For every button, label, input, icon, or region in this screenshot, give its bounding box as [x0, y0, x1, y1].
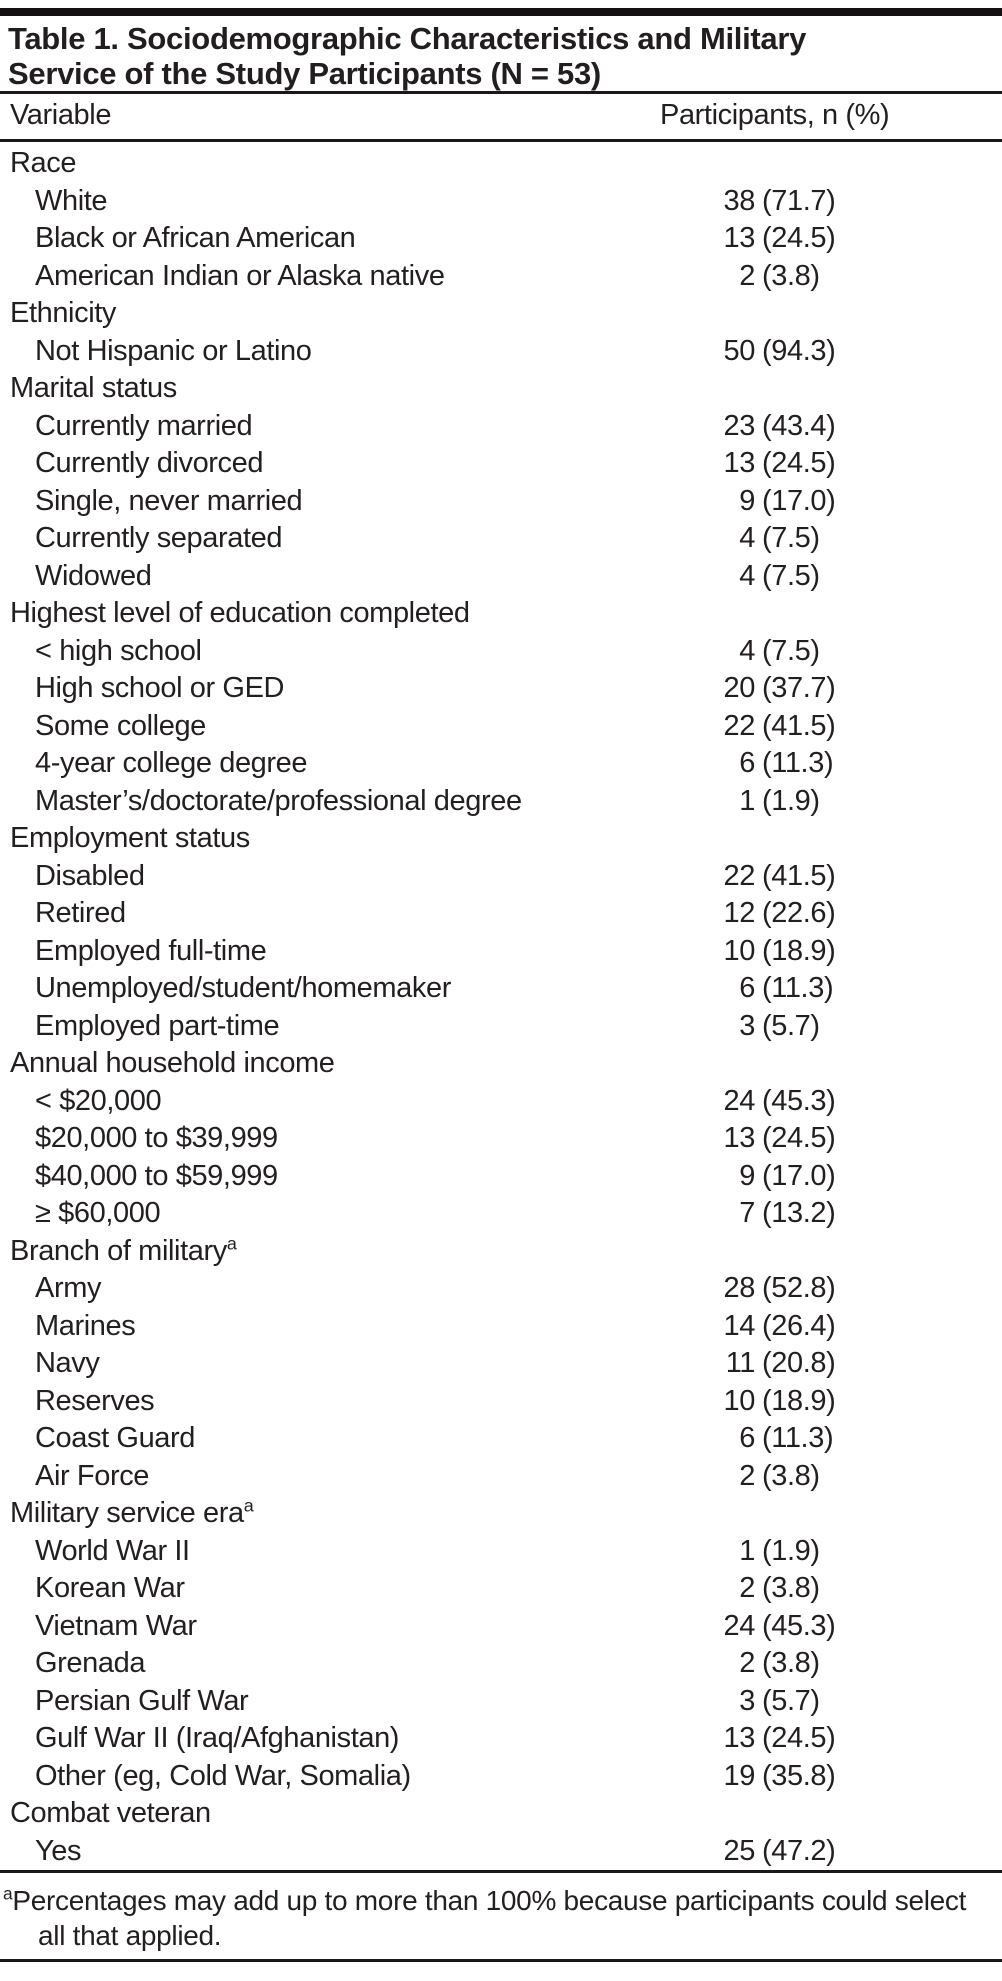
row-label: Employed part-time	[35, 1009, 280, 1042]
row-value	[560, 1420, 833, 1458]
value-count: 2	[739, 259, 755, 292]
value-count: 3	[739, 1009, 755, 1042]
row-label: $20,000 to $39,999	[35, 1122, 278, 1154]
footnote-marker: a	[3, 1883, 13, 1904]
value-count: 22	[723, 859, 755, 892]
row-label: Currently married	[35, 409, 253, 442]
value-percent: (7.5)	[762, 559, 820, 592]
value-count: 38	[723, 184, 755, 217]
table-row	[0, 1758, 1002, 1796]
row-label: World War II	[35, 1534, 190, 1567]
table-column-header-row	[0, 94, 1002, 139]
row-label: Gulf War II (Iraq/Afghanistan)	[35, 1722, 400, 1754]
row-label: Black or African American	[35, 222, 356, 254]
row-label: Combat veteran	[10, 1797, 211, 1829]
table-row	[0, 1308, 1002, 1346]
value-percent: (24.5)	[762, 447, 836, 479]
value-percent: (41.5)	[762, 859, 836, 892]
value-percent: (11.3)	[762, 1422, 834, 1454]
value-count: 11	[725, 1347, 755, 1379]
row-label: Vietnam War	[35, 1609, 197, 1642]
value-percent: (35.8)	[762, 1759, 836, 1792]
value-count: 6	[739, 972, 755, 1004]
row-label: Yes	[35, 1834, 82, 1867]
value-count: 4	[739, 522, 755, 554]
row-value	[560, 970, 833, 1008]
table-row	[0, 258, 1002, 296]
table-row	[0, 1683, 1002, 1721]
row-value	[560, 708, 835, 746]
table-row	[0, 333, 1002, 371]
table-row	[0, 1158, 1002, 1196]
value-count: 24	[723, 1609, 755, 1642]
row-label: $40,000 to $59,999	[35, 1159, 278, 1192]
value-percent: (17.0)	[762, 1159, 836, 1192]
row-label: Grenada	[35, 1647, 146, 1679]
row-value	[560, 483, 835, 521]
value-percent: (45.3)	[762, 1084, 836, 1117]
row-label: Employment status	[10, 822, 250, 854]
row-value	[560, 183, 835, 221]
table-row	[0, 1833, 1002, 1871]
row-value	[560, 445, 835, 483]
table-row	[0, 1383, 1002, 1421]
table-row	[0, 520, 1002, 558]
row-label: < high school	[35, 634, 202, 667]
table-top-bar	[0, 8, 1002, 16]
table-row	[0, 1720, 1002, 1758]
value-count: 50	[723, 334, 755, 367]
row-label: Korean War	[35, 1572, 185, 1604]
table-section-row	[0, 145, 1002, 183]
value-count: 4	[739, 559, 755, 592]
table-row	[0, 1533, 1002, 1571]
value-count: 13	[723, 1122, 755, 1154]
table-row	[0, 1120, 1002, 1158]
value-count: 22	[723, 709, 755, 742]
table-section-row	[0, 1795, 1002, 1833]
value-count: 6	[739, 747, 755, 779]
table-row	[0, 220, 1002, 258]
row-value	[560, 258, 820, 296]
row-label: Some college	[35, 709, 206, 742]
row-label: Army	[35, 1272, 102, 1304]
row-label: Marital status	[10, 372, 177, 404]
row-value	[560, 1008, 820, 1046]
row-label: ≥ $60,000	[35, 1197, 161, 1229]
row-value	[560, 1270, 835, 1308]
value-count: 1	[739, 1534, 755, 1567]
value-percent: (20.8)	[762, 1347, 836, 1379]
row-label: Highest level of education completed	[10, 597, 470, 629]
column-header-participants: Participants, n (%)	[660, 99, 890, 131]
footnote-text: Percentages may add up to more than 100% because participants could select all that applied.	[12, 1885, 967, 1951]
row-label: High school or GED	[35, 672, 285, 704]
row-value	[560, 408, 835, 446]
value-count: 13	[723, 1722, 755, 1754]
row-value	[560, 1458, 820, 1496]
value-count: 19	[723, 1759, 755, 1792]
table-bottom-rule	[0, 1959, 1002, 1962]
value-percent: (52.8)	[762, 1272, 836, 1304]
value-percent: (94.3)	[762, 334, 836, 367]
row-label: Reserves	[35, 1384, 155, 1417]
row-value	[560, 1383, 835, 1421]
table-row	[0, 1608, 1002, 1646]
table-section-row	[0, 1495, 1002, 1533]
row-label: American Indian or Alaska native	[35, 259, 445, 292]
table-row	[0, 670, 1002, 708]
row-label: Branch of military$^a$	[10, 1232, 237, 1267]
table-row	[0, 1195, 1002, 1233]
row-label: Currently separated	[35, 522, 283, 554]
table-row	[0, 445, 1002, 483]
value-percent: (47.2)	[762, 1834, 836, 1867]
value-count: 6	[739, 1422, 755, 1454]
row-label: Unemployed/student/homemaker	[35, 972, 451, 1004]
value-count: 13	[723, 447, 755, 479]
table-row	[0, 1008, 1002, 1046]
table-row	[0, 1645, 1002, 1683]
row-value	[560, 783, 820, 821]
value-percent: (1.9)	[762, 784, 820, 817]
table-row	[0, 858, 1002, 896]
row-label: Master’s/doctorate/professional degree	[35, 784, 522, 817]
value-percent: (11.3)	[762, 747, 834, 779]
value-percent: (13.2)	[762, 1197, 836, 1229]
table-row	[0, 783, 1002, 821]
footnote-reference-marker: a	[226, 1232, 237, 1253]
table-row	[0, 558, 1002, 596]
table-row	[0, 633, 1002, 671]
value-count: 9	[739, 484, 755, 517]
table-row	[0, 1420, 1002, 1458]
row-value	[560, 1345, 835, 1383]
row-value	[560, 1720, 835, 1758]
value-count: 24	[723, 1084, 755, 1117]
row-value	[560, 558, 820, 596]
value-percent: (5.7)	[762, 1009, 820, 1042]
row-label: Air Force	[35, 1459, 150, 1492]
row-label: Persian Gulf War	[35, 1684, 249, 1717]
row-label: Single, never married	[35, 484, 303, 517]
table-row	[0, 1458, 1002, 1496]
row-label: Coast Guard	[35, 1422, 196, 1454]
table-row	[0, 708, 1002, 746]
value-percent: (24.5)	[762, 1122, 836, 1154]
value-percent: (3.8)	[762, 1647, 820, 1679]
table-section-row	[0, 820, 1002, 858]
row-label: Military service era$^a$	[10, 1495, 254, 1529]
table-rows	[0, 142, 1002, 1870]
row-label: Race	[10, 147, 77, 179]
row-value	[560, 933, 835, 971]
value-percent: (41.5)	[762, 709, 836, 742]
row-value	[560, 1645, 820, 1683]
value-percent: (18.9)	[762, 934, 836, 967]
value-percent: (7.5)	[762, 522, 820, 554]
footer-divider-rule	[0, 1870, 1002, 1873]
value-percent: (45.3)	[762, 1609, 836, 1642]
table-section-row	[0, 370, 1002, 408]
row-label: Widowed	[35, 559, 152, 592]
value-count: 7	[739, 1197, 755, 1229]
table-row	[0, 895, 1002, 933]
row-value	[560, 1120, 835, 1158]
table-title-line-1: Table 1. Sociodemographic Characteristics and Military	[8, 21, 807, 56]
value-count: 20	[723, 672, 755, 704]
value-count: 2	[739, 1572, 755, 1604]
value-count: 23	[723, 409, 755, 442]
row-label: Disabled	[35, 859, 145, 892]
value-percent: (37.7)	[762, 672, 836, 704]
row-value	[560, 1308, 835, 1346]
value-count: 4	[739, 634, 755, 667]
table-row	[0, 1345, 1002, 1383]
value-count: 2	[739, 1647, 755, 1679]
row-value	[560, 1158, 835, 1196]
value-percent: (17.0)	[762, 484, 836, 517]
table-row	[0, 408, 1002, 446]
column-header-variable: Variable	[10, 99, 112, 131]
row-label: < $20,000	[35, 1084, 162, 1117]
row-value	[560, 1608, 835, 1646]
value-percent: (43.4)	[762, 409, 836, 442]
table-title-line-2: Service of the Study Participants (N = 53)	[8, 56, 601, 91]
row-label: Marines	[35, 1309, 136, 1342]
row-value	[560, 1570, 820, 1608]
value-count: 10	[723, 934, 755, 967]
row-label: Employed full-time	[35, 934, 267, 967]
value-count: 25	[723, 1834, 755, 1867]
row-value	[560, 520, 820, 558]
value-percent: (24.5)	[762, 1722, 836, 1754]
value-percent: (22.6)	[762, 897, 836, 929]
row-value	[560, 633, 820, 671]
row-label: Annual household income	[10, 1047, 335, 1079]
value-count: 12	[723, 897, 755, 929]
row-label: Currently divorced	[35, 447, 264, 479]
value-percent: (3.8)	[762, 1459, 820, 1492]
row-value	[560, 1083, 835, 1121]
value-percent: (5.7)	[762, 1684, 820, 1717]
value-percent: (24.5)	[762, 222, 836, 254]
row-label: 4-year college degree	[35, 747, 308, 779]
row-label: Not Hispanic or Latino	[35, 334, 312, 367]
value-count: 10	[723, 1384, 755, 1417]
value-count: 1	[739, 784, 755, 817]
value-count: 3	[739, 1684, 755, 1717]
table-footnote	[0, 1883, 988, 1953]
value-count: 28	[723, 1272, 755, 1304]
row-label: White	[35, 184, 108, 217]
row-value	[560, 895, 835, 933]
value-count: 13	[723, 222, 755, 254]
table-row	[0, 745, 1002, 783]
row-value	[560, 220, 835, 258]
table-row	[0, 1083, 1002, 1121]
row-value	[560, 333, 835, 371]
row-label: Ethnicity	[10, 297, 116, 329]
table-section-row	[0, 595, 1002, 633]
value-count: 2	[739, 1459, 755, 1492]
row-value	[560, 1533, 820, 1571]
row-value	[560, 670, 835, 708]
table-section-row	[0, 1045, 1002, 1083]
table-title	[0, 16, 1002, 91]
table-section-row	[0, 295, 1002, 333]
value-percent: (7.5)	[762, 634, 820, 667]
row-label: Other (eg, Cold War, Somalia)	[35, 1759, 411, 1792]
value-percent: (11.3)	[762, 972, 834, 1004]
footnote-reference-marker: a	[243, 1495, 254, 1516]
value-percent: (1.9)	[762, 1534, 820, 1567]
row-value	[560, 1195, 835, 1233]
row-value	[560, 1758, 835, 1796]
table-row	[0, 933, 1002, 971]
table-row	[0, 183, 1002, 221]
table-row	[0, 1570, 1002, 1608]
table-row	[0, 970, 1002, 1008]
row-value	[560, 1833, 835, 1871]
value-percent: (3.8)	[762, 1572, 820, 1604]
value-count: 9	[739, 1159, 755, 1192]
row-label: Retired	[35, 897, 126, 929]
value-percent: (3.8)	[762, 259, 820, 292]
value-percent: (71.7)	[762, 184, 836, 217]
value-percent: (18.9)	[762, 1384, 836, 1417]
row-value	[560, 858, 835, 896]
value-percent: (26.4)	[762, 1309, 836, 1342]
value-count: 14	[723, 1309, 755, 1342]
row-value	[560, 1683, 820, 1721]
row-value	[560, 745, 833, 783]
table-row	[0, 483, 1002, 521]
table-section-row	[0, 1233, 1002, 1271]
table-row	[0, 1270, 1002, 1308]
row-label: Navy	[35, 1347, 100, 1379]
